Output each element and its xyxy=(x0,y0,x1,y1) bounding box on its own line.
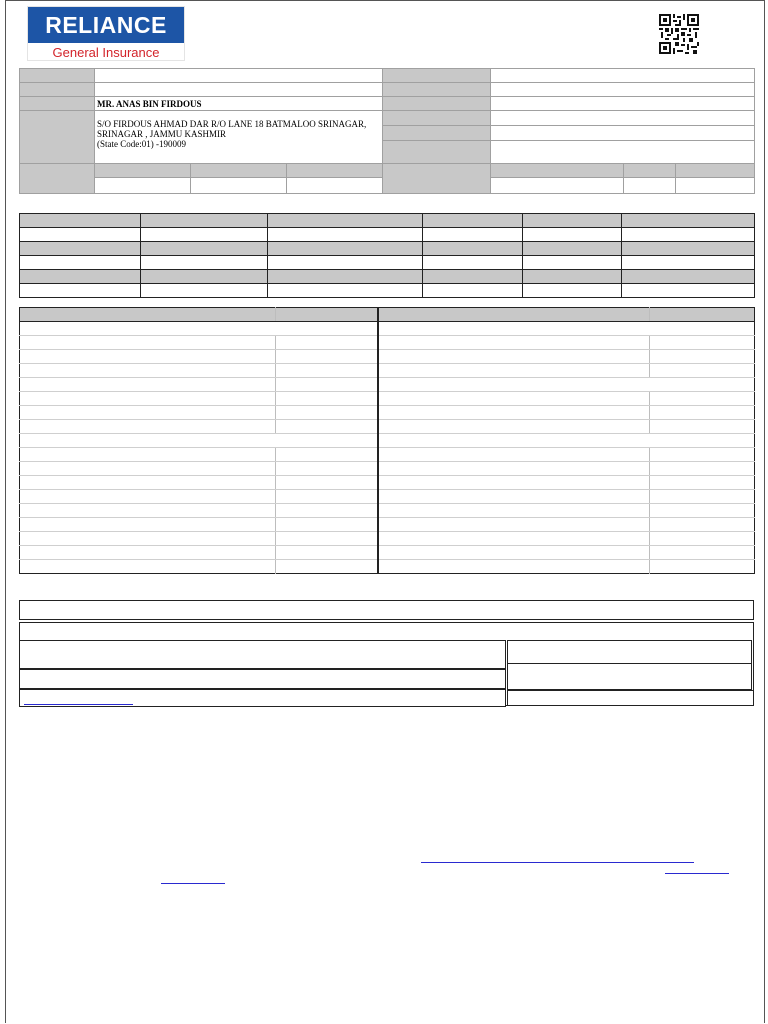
footer-info-right xyxy=(507,690,754,706)
receipt-info-right xyxy=(507,664,752,690)
vehicle-details-grid xyxy=(19,213,755,298)
reliance-logo xyxy=(27,6,185,61)
logo-wordmark: RELIANCE xyxy=(28,7,184,43)
premium-schedule-table xyxy=(19,307,755,574)
address-line-2: SRINAGAR , JAMMU KASHMIR xyxy=(97,129,227,139)
receipt-info-left xyxy=(19,669,506,689)
qr-code-icon xyxy=(659,14,699,54)
email-link-continued[interactable] xyxy=(161,883,225,884)
insured-address xyxy=(95,111,383,164)
payment-info-right xyxy=(507,640,752,664)
website-link[interactable] xyxy=(24,704,133,705)
insured-name: MR. ANAS BIN FIRDOUS xyxy=(95,97,383,111)
address-line-1: S/O FIRDOUS AHMAD DAR R/O LANE 18 BATMALOO SRINAGAR, xyxy=(97,119,367,129)
insured-details-table xyxy=(19,68,755,194)
logo-tagline: General Insurance xyxy=(52,44,160,60)
payment-info-left xyxy=(19,640,506,669)
terms-link[interactable] xyxy=(421,862,694,863)
email-link[interactable] xyxy=(665,873,729,874)
total-premium-row xyxy=(19,600,754,620)
address-line-3: (State Code:01) -190009 xyxy=(97,139,186,149)
